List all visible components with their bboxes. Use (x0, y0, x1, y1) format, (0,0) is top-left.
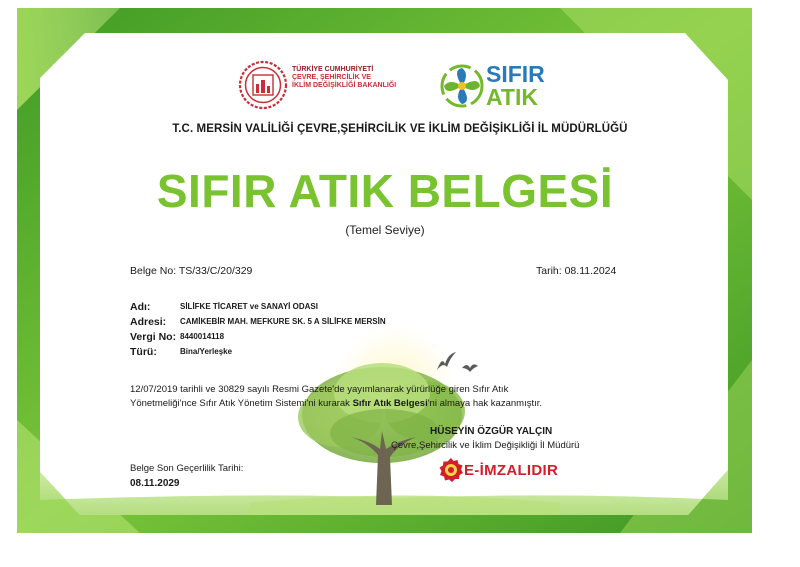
validity-label: Belge Son Geçerlilik Tarihi: (130, 463, 244, 474)
certificate-body-text (130, 383, 542, 411)
signer-name: HÜSEYİN ÖZGÜR YALÇIN (430, 426, 553, 437)
bird-icon (460, 360, 480, 376)
field-value-tax-no: 8440014118 (180, 332, 225, 341)
logo-atik: ATIK (486, 84, 538, 110)
logo-sifir: SIFIR (486, 61, 545, 87)
certificate-level: (Temel Seviye) (345, 223, 425, 237)
ministry-emblem-icon (238, 60, 288, 110)
ministry-line: ÇEVRE, ŞEHİRCİLİK VE (292, 74, 371, 81)
certificate-number: Belge No: TS/33/C/20/329 (130, 265, 253, 277)
body-text-bold: Sıfır Atık Belgesi (352, 398, 428, 409)
field-label-type: Türü: (130, 346, 157, 358)
body-line: 12/07/2019 tarihli ve 30829 sayılı Resmi Gazete'de yayımlanarak yürürlüğe giren Sıfır Atık (130, 384, 509, 395)
sifir-atik-logo-text (486, 63, 545, 109)
field-label-name: Adı: (130, 301, 151, 313)
body-line (130, 397, 542, 411)
field-value-type: Bina/Yerleşke (180, 347, 233, 356)
signer-title: Çevre,Şehircilik ve İklim Değişikliği İl Müdürü (391, 440, 580, 451)
body-text-part: 'ni almaya hak kazanmıştır. (427, 398, 543, 409)
field-label-address: Adresi: (130, 316, 167, 328)
body-text-part: Yönetmeliği'nce Sıfır Atık Yönetim Sistemi'ni kurarak (130, 398, 353, 409)
field-value-address: CAMİKEBİR MAH. MEFKURE SK. 5 A SİLİFKE MERSİN (180, 317, 386, 326)
sifir-atik-flower-icon (440, 64, 484, 108)
bird-icon (434, 350, 460, 374)
directorate-heading: T.C. MERSİN VALİLİĞİ ÇEVRE,ŞEHİRCİLİK VE İKLİM DEĞİŞİKLİĞİ İL MÜDÜRLÜĞÜ (172, 123, 628, 135)
validity-date: 08.11.2029 (130, 478, 180, 489)
field-value-name: SİLİFKE TİCARET ve SANAYİ ODASI (180, 302, 318, 311)
certificate-title: SIFIR ATIK BELGESİ (156, 165, 614, 217)
ministry-name (292, 66, 396, 90)
esign-seal-icon (438, 457, 464, 483)
certificate-date: Tarih: 08.11.2024 (536, 265, 617, 277)
ministry-line: TÜRKİYE CUMHURİYETİ (292, 66, 374, 73)
ministry-line: İKLİM DEĞİŞİKLİĞİ BAKANLIĞI (292, 82, 397, 89)
field-label-tax-no: Vergi No: (130, 331, 177, 343)
esign-label: E-İMZALIDIR (464, 462, 559, 479)
